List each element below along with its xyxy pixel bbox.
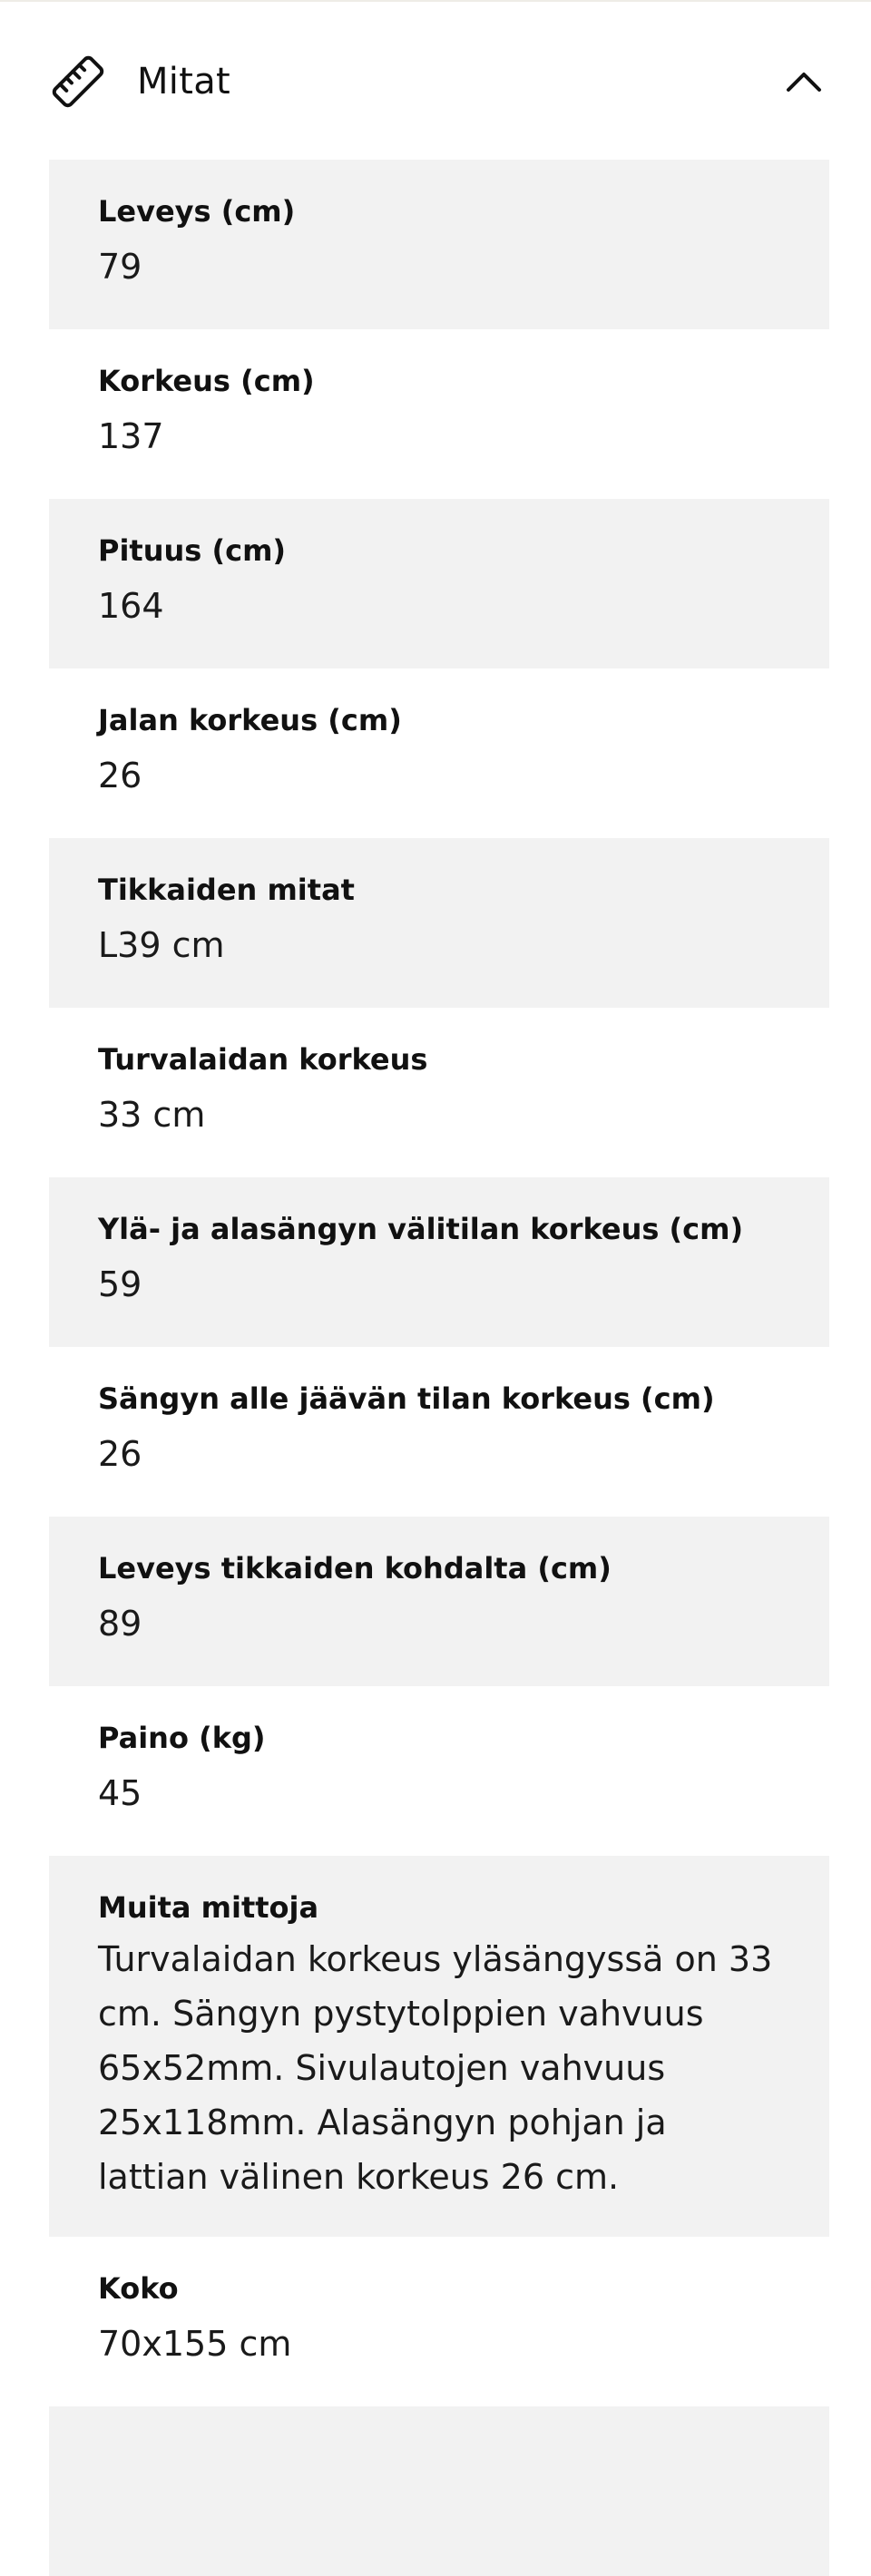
spec-row-weight — [49, 1686, 829, 1856]
spec-label: Ylä- ja alasängyn välitilan korkeus (cm) — [98, 1212, 744, 1246]
spec-row-other-dimensions — [49, 1856, 829, 2237]
spec-value: 59 — [98, 1264, 142, 1304]
spec-row-bunk-gap-height — [49, 1177, 829, 1347]
spec-row-length — [49, 499, 829, 668]
spec-row-leg-height — [49, 668, 829, 838]
spec-value: 89 — [98, 1604, 142, 1644]
spec-label: Pituus (cm) — [98, 533, 287, 568]
spec-value: 164 — [98, 586, 164, 626]
spec-value: 45 — [98, 1773, 142, 1813]
spec-label: Leveys tikkaiden kohdalta (cm) — [98, 1551, 612, 1586]
spec-value: 79 — [98, 247, 142, 287]
spec-value: Turvalaidan korkeus yläsängyssä on 33 cm. Sängyn pystytolppien vahvuus 65x52mm. Sivulautojen vahvuus 25x118mm. Alasängyn pohjan ja lattian välinen korkeus 26 cm. — [98, 1939, 773, 2197]
top-divider — [0, 0, 871, 2]
spec-label: Koko — [98, 2271, 179, 2306]
spec-row-width — [49, 160, 829, 329]
spec-value: 70x155 cm — [98, 2324, 292, 2364]
spec-value: L39 cm — [98, 925, 225, 965]
spec-row-next-partial — [49, 2406, 829, 2576]
spec-label: Muita mittoja — [98, 1890, 319, 1925]
spec-value: 137 — [98, 416, 164, 456]
spec-label: Jalan korkeus (cm) — [98, 703, 402, 737]
spec-value: 26 — [98, 1434, 142, 1474]
spec-label: Turvalaidan korkeus — [98, 1042, 428, 1077]
dimensions-list — [49, 160, 829, 2576]
spec-row-height — [49, 329, 829, 499]
spec-row-under-bed-clearance — [49, 1347, 829, 1517]
spec-value: 33 cm — [98, 1095, 206, 1135]
dimensions-section-header[interactable] — [49, 44, 822, 120]
spec-row-ladder-dimensions — [49, 838, 829, 1008]
spec-label: Paino (kg) — [98, 1721, 266, 1755]
section-title: Mitat — [137, 61, 231, 102]
spec-value: 26 — [98, 756, 142, 795]
spec-label: Tikkaiden mitat — [98, 873, 355, 907]
ruler-icon — [49, 53, 107, 111]
spec-row-width-at-ladder — [49, 1517, 829, 1686]
spec-label: Korkeus (cm) — [98, 364, 315, 398]
collapse-toggle-button[interactable] — [771, 56, 822, 107]
spec-label: Sängyn alle jäävän tilan korkeus (cm) — [98, 1381, 715, 1416]
spec-label: Leveys (cm) — [98, 194, 296, 229]
spec-row-guardrail-height — [49, 1008, 829, 1177]
chevron-up-icon — [786, 71, 822, 93]
spec-row-size — [49, 2237, 829, 2406]
